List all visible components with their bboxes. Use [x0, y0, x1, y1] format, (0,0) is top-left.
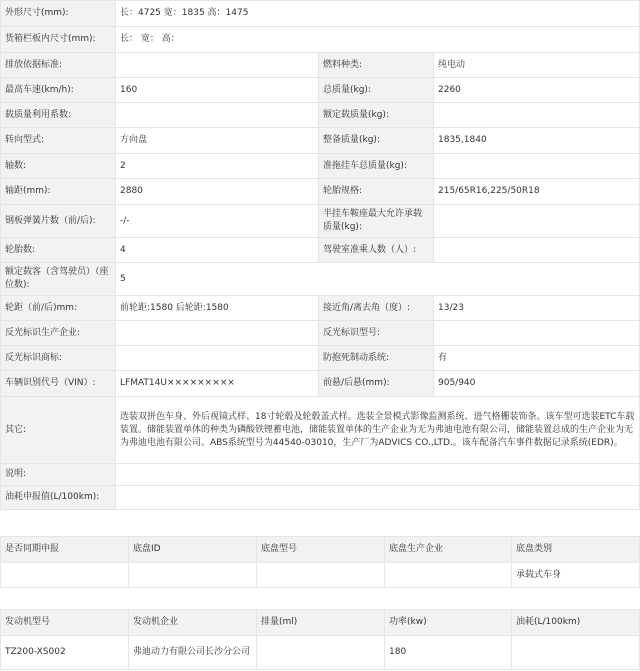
- spec-row: [1, 128, 640, 154]
- spec-value: 2260: [434, 78, 640, 103]
- spec-row: [1, 27, 640, 53]
- spec-label: 外形尺寸(mm):: [1, 1, 116, 27]
- spec-row: [1, 263, 640, 296]
- spec-value: 4: [116, 238, 319, 263]
- spec-value: 前轮距:1580 后轮距:1580: [116, 296, 319, 321]
- spec-value: 方向盘: [116, 128, 319, 154]
- spec-label: 轮胎规格:: [319, 179, 434, 205]
- spec-label: 额定载客（含驾驶员）（座位数):: [1, 263, 116, 296]
- spec-value: 选装双拼色车身、外后视镜式样、18寸轮毂及轮毂盖式样。选装全景模式影像监测系统、进气格栅装饰条。该车型可选装ETC车载装置。储能装置单体的种类为磷酸铁锂蓄电池，储能装置单体的生产企业为无为弗迪电池有限公司，储能装置总成的生产企业为无为弗迪电池有限公司。ABS系统型号为44540-03010，生产厂为ADVICS CO.,LTD.。该车配备汽车事件数据记录系统(EDR)。: [116, 397, 640, 464]
- spec-label: 轮胎数:: [1, 238, 116, 263]
- spec-value: 长： 宽： 高：: [116, 27, 640, 53]
- chassis-header-cell: 底盘ID: [129, 537, 257, 563]
- spec-row: [1, 1, 640, 27]
- spec-row: [1, 154, 640, 179]
- spec-row: [1, 179, 640, 205]
- engine-header-cell: 发动机企业: [129, 610, 257, 636]
- spec-value: [116, 464, 640, 486]
- engine-cell: [512, 636, 640, 670]
- spec-value: [434, 103, 640, 128]
- spec-row: [1, 296, 640, 321]
- chassis-header-row: [1, 537, 640, 563]
- spec-value: 13/23: [434, 296, 640, 321]
- engine-cell: TZ200-XS002: [1, 636, 129, 670]
- spec-row: [1, 321, 640, 346]
- spec-value: [116, 53, 319, 78]
- spec-label: 总质量(kg):: [319, 78, 434, 103]
- engine-header-cell: 功率(kw): [385, 610, 512, 636]
- spec-label: 准拖挂车总质量(kg):: [319, 154, 434, 179]
- spec-label: 驾驶室准乘人数（人）:: [319, 238, 434, 263]
- engine-cell: [257, 636, 385, 670]
- chassis-cell: [129, 563, 257, 588]
- spec-value: 160: [116, 78, 319, 103]
- spec-value: 纯电动: [434, 53, 640, 78]
- spec-row: [1, 103, 640, 128]
- spec-row: [1, 238, 640, 263]
- spec-value: [116, 103, 319, 128]
- engine-cell: 180: [385, 636, 512, 670]
- spec-value: [434, 154, 640, 179]
- engine-header-cell: 发动机型号: [1, 610, 129, 636]
- chassis-cell: [257, 563, 385, 588]
- chassis-header-cell: 底盘型号: [257, 537, 385, 563]
- spec-value: [434, 321, 640, 346]
- spec-label: 转向型式:: [1, 128, 116, 154]
- spec-value: LFMAT14U×××××××××: [116, 371, 319, 397]
- engine-table: [0, 609, 640, 670]
- spec-value: [116, 346, 319, 371]
- spec-label: 载质量利用系数:: [1, 103, 116, 128]
- spec-value: [434, 238, 640, 263]
- spec-label: 额定载质量(kg):: [319, 103, 434, 128]
- spec-label: 轴距(mm):: [1, 179, 116, 205]
- spec-value: -/-: [116, 205, 319, 238]
- chassis-cell: [385, 563, 512, 588]
- spec-value: [116, 486, 640, 510]
- chassis-cell: [1, 563, 129, 588]
- spec-label: 接近角/离去角（度）:: [319, 296, 434, 321]
- spec-value: 2880: [116, 179, 319, 205]
- chassis-header-cell: 底盘类别: [512, 537, 640, 563]
- spec-label: 半挂车鞍座最大允许承载质量(kg):: [319, 205, 434, 238]
- spec-row: [1, 346, 640, 371]
- spec-label: 其它:: [1, 397, 116, 464]
- spec-label: 反光标识商标:: [1, 346, 116, 371]
- spec-label: 车辆识别代号（VIN）:: [1, 371, 116, 397]
- spec-row: [1, 397, 640, 464]
- spec-label: 整备质量(kg):: [319, 128, 434, 154]
- spec-value: 长：4725 宽：1835 高：1475: [116, 1, 640, 27]
- spec-label: 钢板弹簧片数（前/后):: [1, 205, 116, 238]
- chassis-header-cell: 底盘生产企业: [385, 537, 512, 563]
- spec-label: 反光标识型号:: [319, 321, 434, 346]
- spec-label: 反光标识生产企业:: [1, 321, 116, 346]
- spec-label: 货箱栏板内尺寸(mm):: [1, 27, 116, 53]
- spec-value: 905/940: [434, 371, 640, 397]
- engine-header-cell: 油耗(L/100km): [512, 610, 640, 636]
- engine-header-cell: 排量(ml): [257, 610, 385, 636]
- spec-label: 最高车速(km/h):: [1, 78, 116, 103]
- spec-value: 5: [116, 263, 640, 296]
- chassis-table: [0, 536, 640, 588]
- engine-header-row: [1, 610, 640, 636]
- chassis-header-cell: 是否同期申报: [1, 537, 129, 563]
- spec-row: [1, 371, 640, 397]
- spec-row: [1, 78, 640, 103]
- engine-cell: 弗迪动力有限公司长沙分公司: [129, 636, 257, 670]
- spec-value: 2: [116, 154, 319, 179]
- spec-label: 油耗申报值(L/100km):: [1, 486, 116, 510]
- spec-label: 燃料种类:: [319, 53, 434, 78]
- engine-data-row: [1, 636, 640, 670]
- spec-label: 轴数:: [1, 154, 116, 179]
- spec-label: 说明:: [1, 464, 116, 486]
- spec-value: 有: [434, 346, 640, 371]
- spec-label: 排放依据标准:: [1, 53, 116, 78]
- spec-label: 轮距（前/后)mm:: [1, 296, 116, 321]
- spec-value: 215/65R16,225/50R18: [434, 179, 640, 205]
- spec-row: [1, 205, 640, 238]
- chassis-cell: 承载式车身: [512, 563, 640, 588]
- spec-row: [1, 53, 640, 78]
- chassis-data-row: [1, 563, 640, 588]
- spec-row: [1, 486, 640, 510]
- spec-value: [116, 321, 319, 346]
- spec-row: [1, 464, 640, 486]
- spec-label: 防抱死制动系统:: [319, 346, 434, 371]
- spec-value: 1835,1840: [434, 128, 640, 154]
- spec-value: [434, 205, 640, 238]
- spec-label: 前悬/后悬(mm):: [319, 371, 434, 397]
